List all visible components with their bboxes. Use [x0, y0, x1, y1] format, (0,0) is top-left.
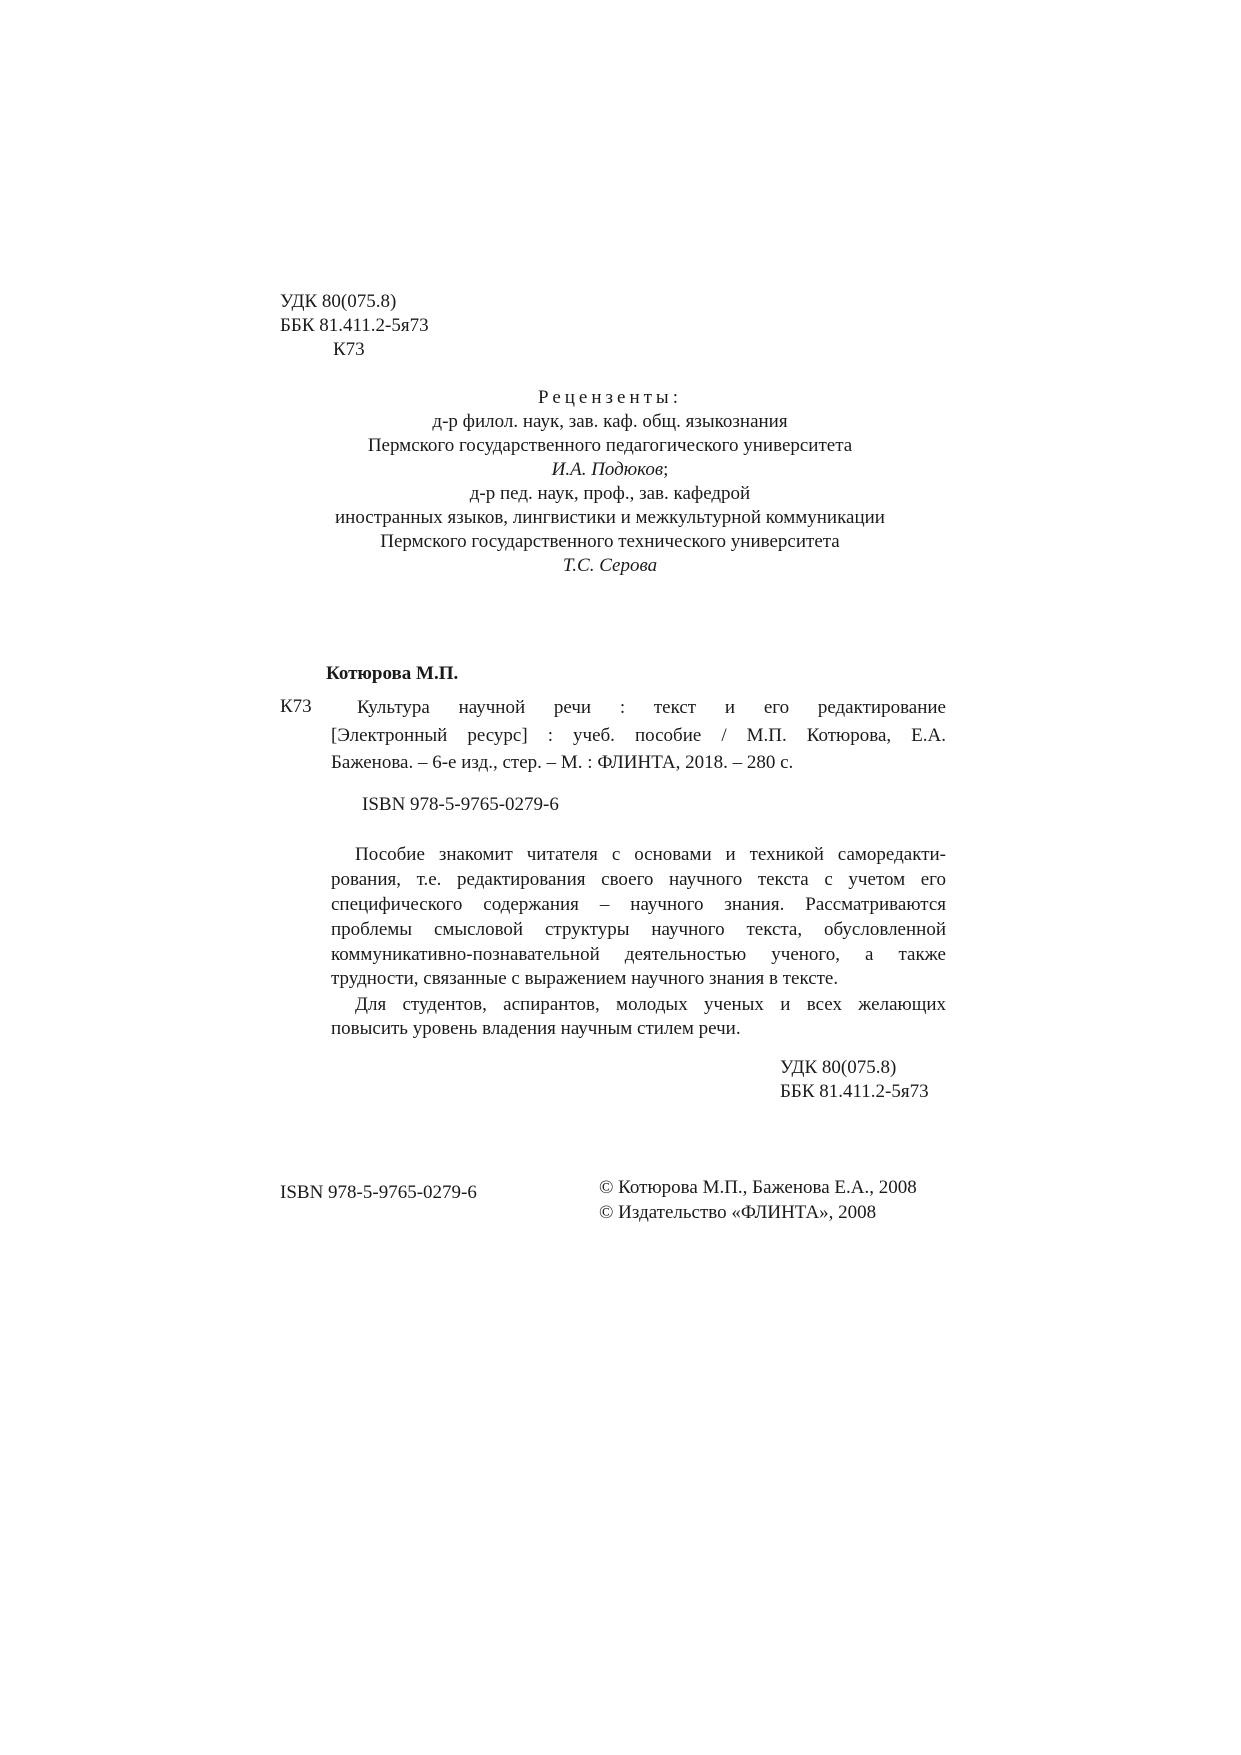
reviewer-line: д-р филол. наук, зав. каф. общ. языкознания — [432, 411, 788, 432]
bbk-code: ББК 81.411.2-5я73 — [280, 315, 429, 336]
catalog-description-text: [Электронный ресурс] : учеб. пособие / М.П. Котюрова, Е.А. — [331, 725, 946, 746]
catalog-description-line — [357, 695, 946, 720]
imprint-isbn: ISBN 978-5-9765-0279-6 — [280, 1182, 477, 1203]
reviewer-line: д-р пед. наук, проф., зав. кафедрой — [469, 483, 751, 504]
annotation-text: Для студентов, аспирантов, молодых ученых и всех желающих — [355, 994, 946, 1015]
annotation-line — [331, 917, 946, 942]
catalog-mark: К73 — [280, 696, 312, 717]
author-mark: К73 — [333, 339, 365, 360]
catalog-description-line — [331, 723, 946, 748]
catalog-description-text: Культура научной речи : текст и его редактирование — [357, 697, 946, 718]
reviewer-name-text: Т.С. Серова — [562, 555, 658, 576]
annotation-text: рования, т.е. редактирования своего научного текста с учетом его — [331, 869, 946, 890]
udk-code: УДК 80(075.8) — [280, 291, 397, 312]
annotation-line: трудности, связанные с выражением научного знания в тексте. — [331, 968, 839, 989]
annotation-line: повысить уровень владения научным стилем речи. — [331, 1018, 741, 1039]
annotation-text: проблемы смысловой структуры научного текста, обусловленной — [331, 919, 946, 940]
annotation-line — [331, 942, 946, 967]
annotation-line — [331, 892, 946, 917]
annotation-line — [355, 992, 946, 1017]
reviewer-name-suffix: ; — [663, 459, 669, 480]
footer-udk-code: УДК 80(075.8) — [780, 1057, 897, 1078]
reviewer-name — [250, 458, 970, 482]
footer-bbk-code: ББК 81.411.2-5я73 — [780, 1081, 929, 1102]
copyright-authors: © Котюрова М.П., Баженова Е.А., 2008 — [599, 1177, 917, 1198]
copyright-publisher: © Издательство «ФЛИНТА», 2008 — [599, 1202, 877, 1223]
catalog-author: Котюрова М.П. — [326, 663, 459, 684]
annotation-line — [331, 867, 946, 892]
reviewer-line: Пермского государственного технического университета — [380, 531, 840, 552]
reviewer-name-text: И.А. Подюков — [551, 459, 664, 480]
reviewer-line: иностранных языков, лингвистики и межкультурной коммуникации — [335, 507, 885, 528]
annotation-line — [355, 842, 946, 867]
catalog-isbn: ISBN 978-5-9765-0279-6 — [362, 794, 559, 815]
reviewers-heading: Рецензенты: — [538, 387, 682, 408]
annotation-text: коммуникативно-познавательной деятельностью ученого, а также — [331, 944, 946, 965]
catalog-description-line: Баженова. – 6-е изд., стер. – М. : ФЛИНТА, 2018. – 280 с. — [331, 752, 794, 773]
annotation-text: специфического содержания – научного знания. Рассматриваются — [331, 894, 946, 915]
reviewer-line: Пермского государственного педагогического университета — [367, 435, 853, 456]
annotation-text: Пособие знакомит читателя с основами и техникой саморедакти- — [355, 844, 946, 865]
reviewer-name — [250, 554, 970, 578]
